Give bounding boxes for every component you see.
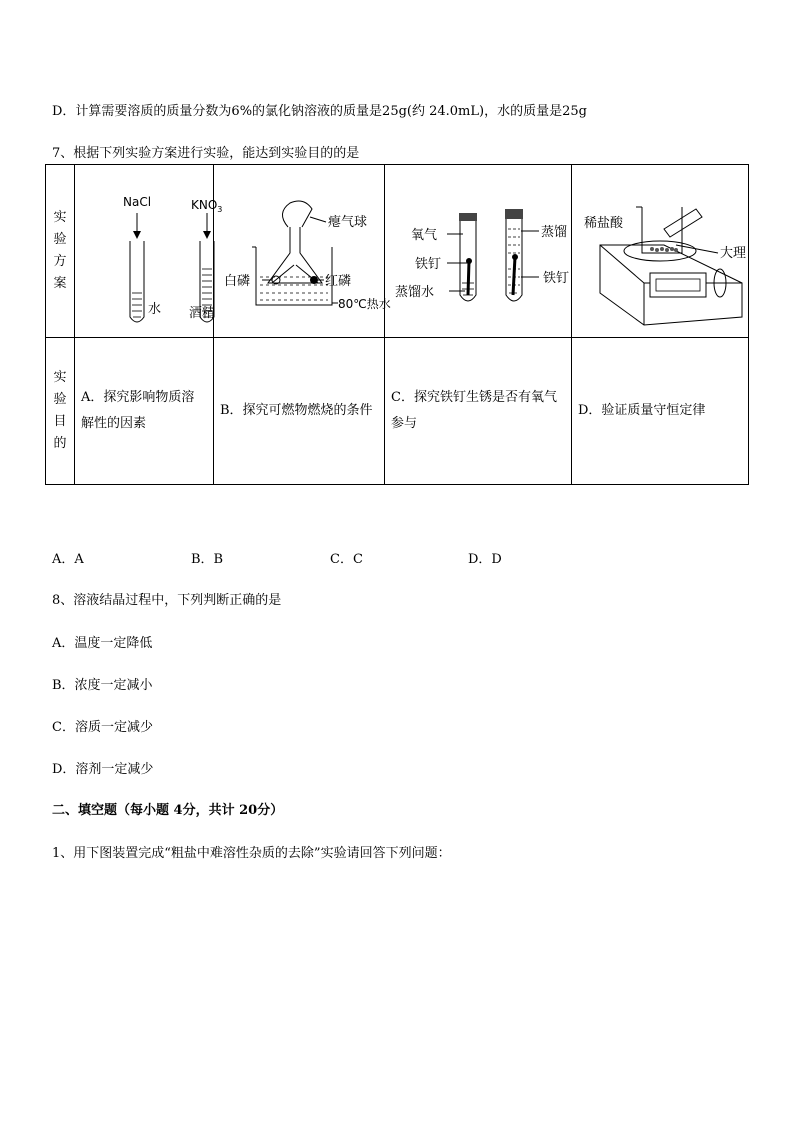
figure-d-balance <box>572 165 750 337</box>
distilled-label-1: 蒸馏水 <box>395 285 435 300</box>
distilled-label-2: 蒸馏 <box>541 225 568 240</box>
figure-c-rust <box>385 165 571 337</box>
goal-a: A．探究影响物质溶解性的因素 <box>75 338 214 485</box>
iron-nail-2 <box>513 257 515 295</box>
experiment-table <box>45 164 749 485</box>
figure-d-cell <box>572 165 749 338</box>
stopper-2 <box>505 209 523 219</box>
header-char: 验 <box>53 232 67 247</box>
goal-row-header <box>46 338 75 485</box>
goal-d: D．验证质量守恒定律 <box>572 338 749 485</box>
hot-water-label: 80℃热水 <box>338 297 391 311</box>
nail-label-1: 铁钉 <box>415 257 442 272</box>
q8-stem: 8、溶液结晶过程中，下列判断正确的是 <box>52 593 282 608</box>
nacl-label: NaCl <box>123 195 152 209</box>
section-2-title: 二、填空题（每小题 4分，共计 20分） <box>52 803 284 818</box>
q8-option-b: B．浓度一定减小 <box>52 678 153 693</box>
balance-pan <box>624 241 696 261</box>
q7-option-a: A．A <box>52 552 84 567</box>
balance-display <box>650 273 706 297</box>
q6-option-d: D．计算需要溶质的质量分数为6%的氯化钠溶液的质量是25g(约 24.0mL)，水的质量是25g <box>52 104 587 119</box>
goal-b: B．探究可燃物燃烧的条件 <box>214 338 385 485</box>
header-char: 实 <box>53 210 67 225</box>
header-char: 案 <box>53 276 67 291</box>
plan-row-header <box>46 165 75 338</box>
test-tube-a1 <box>130 241 144 322</box>
oxygen-label: 氧气 <box>411 228 438 243</box>
header-char: 方 <box>53 254 67 269</box>
figure-a-cell <box>75 165 223 338</box>
figure-b-cell <box>214 165 391 338</box>
figure-a-solubility <box>75 165 223 337</box>
q8-option-c: C．溶质一定减少 <box>52 720 153 735</box>
q8-option-d: D．溶剂一定减少 <box>52 762 154 777</box>
water-label: 水 <box>148 302 162 317</box>
q7-option-b: B．B <box>191 552 224 567</box>
figure-c-cell <box>385 165 572 338</box>
red-p-label: 红磷 <box>325 274 352 289</box>
acid-label: 稀盐酸 <box>584 216 624 231</box>
goal-c: C．探究铁钉生锈是否有氧气参与 <box>385 338 572 485</box>
goal-row <box>46 338 749 485</box>
q7-option-c: C．C <box>330 552 363 567</box>
marble-chips <box>650 247 678 252</box>
header-char: 验 <box>53 392 67 407</box>
q7-stem: 7、根据下列实验方案进行实验，能达到实验目的的是 <box>52 146 360 161</box>
conical-flask <box>268 227 322 283</box>
beaker-b <box>256 247 332 305</box>
nail-label-2: 铁钉 <box>543 271 570 286</box>
beaker-d <box>642 207 682 253</box>
alcohol-label: 酒精 <box>189 306 216 321</box>
red-phosphorus <box>310 276 318 284</box>
plan-row <box>46 165 749 338</box>
kno3-label: KNO <box>191 198 218 212</box>
balloon-shape <box>282 201 312 227</box>
fill-1-stem: 1、用下图装置完成“粗盐中难溶性杂质的去除”实验请回答下列问题： <box>52 846 451 861</box>
header-char: 目 <box>53 414 67 429</box>
white-p-label: 白磷 <box>224 274 251 289</box>
figure-b-combustion <box>214 165 391 337</box>
header-char: 实 <box>53 370 67 385</box>
water-liquid <box>132 293 142 317</box>
iron-nail-1 <box>468 261 469 295</box>
q8-option-a: A．温度一定降低 <box>52 636 153 651</box>
header-char: 的 <box>53 436 67 451</box>
balloon-label: 瘪气球 <box>328 215 368 230</box>
q7-option-d: D．D <box>468 552 502 567</box>
stopper-1 <box>459 213 477 221</box>
tilted-tube <box>664 209 702 237</box>
kno3-subscript: 3 <box>217 205 223 214</box>
marble-label: 大理 <box>720 246 747 261</box>
